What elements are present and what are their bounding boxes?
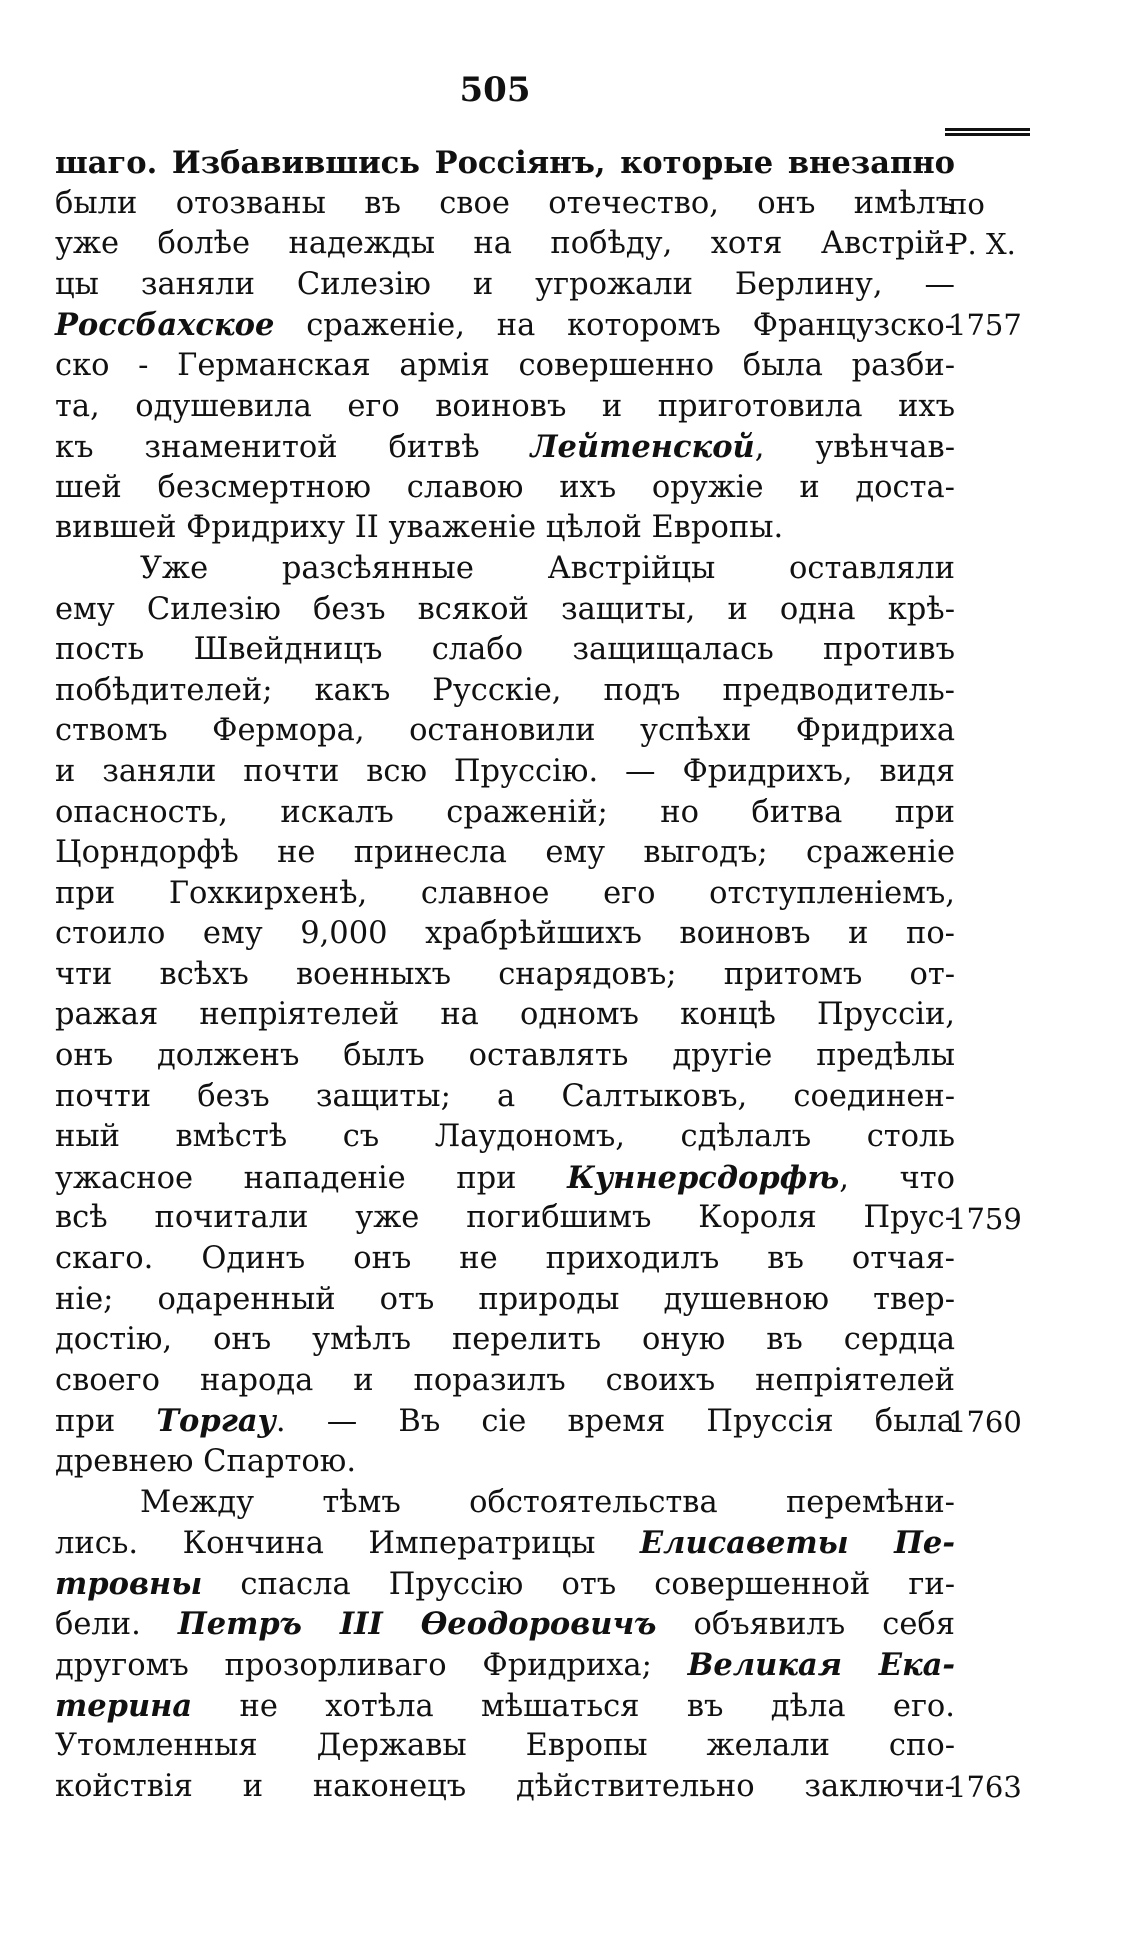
- text-line: [55, 1158, 955, 1199]
- text-line: [55, 874, 955, 915]
- text-segment: ствомъ Фермора, остановили успѣхи Фридриха: [55, 713, 955, 749]
- margin-rule: [945, 128, 1030, 131]
- text-line: [55, 1320, 955, 1361]
- text-segment: объявилъ себя: [656, 1607, 955, 1643]
- text-segment: та, одушевила его воиновъ и приготовила ихъ: [55, 388, 955, 424]
- text-segment: ужасное нападеніе при: [55, 1160, 568, 1196]
- margin-note: 1763: [948, 1770, 1022, 1804]
- text-segment: чти всѣхъ военныхъ снарядовъ; притомъ от-: [55, 956, 955, 992]
- margin-note: 1757: [948, 308, 1022, 343]
- text-line: [55, 1686, 955, 1727]
- text-line: [55, 387, 955, 428]
- text-line: [55, 1036, 955, 1077]
- text-segment: къ знаменитой битвѣ: [55, 430, 531, 466]
- text-segment: почти безъ защиты; а Салтыковъ, соединен-: [55, 1078, 955, 1114]
- emphasized-text: Торгау: [156, 1403, 276, 1440]
- text-segment: Уже разсѣянные Австрійцы оставляли: [140, 550, 955, 586]
- emphasized-text: Великая Ека-: [687, 1646, 956, 1683]
- text-segment: сраженіе, на которомъ Французско-: [274, 308, 955, 344]
- text-segment: были отозваны въ свое отечество, онъ имѣлъ: [55, 185, 955, 221]
- text-line: [55, 1483, 955, 1524]
- text-line: [55, 265, 955, 306]
- margin-note: 1759: [948, 1201, 1022, 1236]
- text-segment: пость Швейдницъ слабо защищалась противъ: [55, 632, 955, 668]
- text-segment: Между тѣмъ обстоятельства перемѣни-: [140, 1484, 955, 1520]
- margin-note: Р. Х.: [948, 227, 1016, 262]
- text-line: [55, 1564, 955, 1605]
- text-segment: уже болѣе надежды на побѣду, хотя Австрій-: [55, 226, 955, 262]
- text-segment: бели.: [55, 1607, 178, 1643]
- text-line: [55, 1726, 955, 1767]
- text-segment: лись. Кончина Императрицы: [55, 1526, 640, 1562]
- text-segment: вившей Фридриху II уваженіе цѣлой Европы.: [55, 510, 784, 546]
- emphasized-text: Куннерсдорфѣ: [567, 1159, 840, 1196]
- text-line: [55, 143, 955, 184]
- text-segment: , увѣнчав-: [754, 430, 955, 466]
- text-segment: шаго. Избавившись Россіянъ, которые внезапно: [55, 145, 955, 181]
- text-segment: спасла Пруссію отъ совершенной ги-: [202, 1566, 955, 1602]
- text-line: [55, 1401, 955, 1442]
- body-text: [55, 143, 955, 1807]
- text-segment: скаго. Одинъ онъ не приходилъ въ отчая-: [55, 1241, 955, 1277]
- page-number: 505: [459, 70, 531, 110]
- text-line: [55, 1077, 955, 1118]
- text-line: [55, 549, 955, 590]
- text-line: [55, 224, 955, 265]
- text-line: [55, 305, 955, 346]
- text-line: [55, 468, 955, 509]
- emphasized-text: Елисаветы Пе-: [639, 1525, 955, 1562]
- text-segment: при Гохкирхенѣ, славное его отступленіемъ,: [55, 875, 955, 911]
- text-segment: и заняли почти всю Пруссію. — Фридрихъ, видя: [55, 753, 955, 789]
- text-segment: всѣ почитали уже погибшимъ Короля Прус-: [55, 1200, 955, 1236]
- text-line: [55, 1604, 955, 1645]
- text-line: [55, 914, 955, 955]
- text-line: [55, 1645, 955, 1686]
- text-segment: побѣдителей; какъ Русскіе, подъ предводитель-: [55, 672, 955, 708]
- text-line: [55, 671, 955, 712]
- text-segment: . — Въ сіе время Пруссія была: [275, 1404, 955, 1440]
- text-segment: ско - Германская армія совершенно была разби-: [55, 347, 955, 383]
- text-line: [55, 1280, 955, 1321]
- text-line: [55, 427, 955, 468]
- text-segment: Цорндорфѣ не принесла ему выгодъ; сраженіе: [55, 835, 955, 871]
- text-line: [55, 833, 955, 874]
- text-line: [55, 1442, 955, 1483]
- text-segment: цы заняли Силезію и угрожали Берлину, —: [55, 266, 955, 302]
- text-segment: ніе; одаренный отъ природы душевною твер-: [55, 1281, 955, 1317]
- text-segment: другомъ прозорливаго Фридриха;: [55, 1647, 688, 1683]
- text-line: [55, 346, 955, 387]
- text-segment: опасность, искалъ сраженій; но битва при: [55, 794, 955, 830]
- text-line: [55, 1767, 955, 1808]
- emphasized-text: Россбахское: [55, 307, 275, 344]
- margin-rule: [945, 133, 1030, 136]
- text-segment: койствія и наконецъ дѣйствительно заключи-: [55, 1768, 955, 1804]
- text-segment: ражая непріятелей на одномъ концѣ Пруссіи,: [55, 997, 955, 1033]
- text-line: [55, 1239, 955, 1280]
- emphasized-text: тровны: [55, 1565, 203, 1602]
- text-line: [55, 1198, 955, 1239]
- text-line: [55, 793, 955, 834]
- text-line: [55, 630, 955, 671]
- margin-note: 1760: [948, 1404, 1022, 1439]
- text-segment: , что: [839, 1160, 955, 1196]
- text-segment: достію, онъ умѣлъ перелить оную въ сердца: [55, 1322, 955, 1358]
- text-segment: онъ долженъ былъ оставлять другіе предѣлы: [55, 1038, 955, 1074]
- text-segment: древнею Спартою.: [55, 1444, 357, 1479]
- text-line: [55, 184, 955, 225]
- text-segment: при: [55, 1404, 157, 1440]
- text-line: [55, 1523, 955, 1564]
- emphasized-text: Лейтенской: [530, 429, 755, 466]
- text-segment: своего народа и поразилъ своихъ непріятелей: [55, 1362, 955, 1398]
- text-segment: стоило ему 9,000 храбрѣйшихъ воиновъ и по-: [55, 916, 955, 952]
- text-segment: шей безсмертною славою ихъ оружіе и доста-: [55, 469, 955, 505]
- text-line: [55, 1361, 955, 1402]
- text-segment: ему Силезію безъ всякой защиты, и одна крѣ-: [55, 591, 955, 627]
- margin-note: по: [948, 186, 985, 221]
- text-line: [55, 1117, 955, 1158]
- emphasized-text: Петръ III Ѳеодоровичъ: [177, 1606, 657, 1643]
- text-segment: ный вмѣстѣ съ Лаудономъ, сдѣлалъ столь: [55, 1119, 955, 1155]
- text-line: [55, 995, 955, 1036]
- text-line: [55, 752, 955, 793]
- text-line: [55, 590, 955, 631]
- text-line: [55, 711, 955, 752]
- text-line: [55, 508, 955, 549]
- emphasized-text: терина: [55, 1687, 193, 1724]
- text-segment: не хотѣла мѣшаться въ дѣла его.: [192, 1688, 955, 1724]
- text-segment: Утомленныя Державы Европы желали спо-: [55, 1728, 955, 1764]
- text-line: [55, 955, 955, 996]
